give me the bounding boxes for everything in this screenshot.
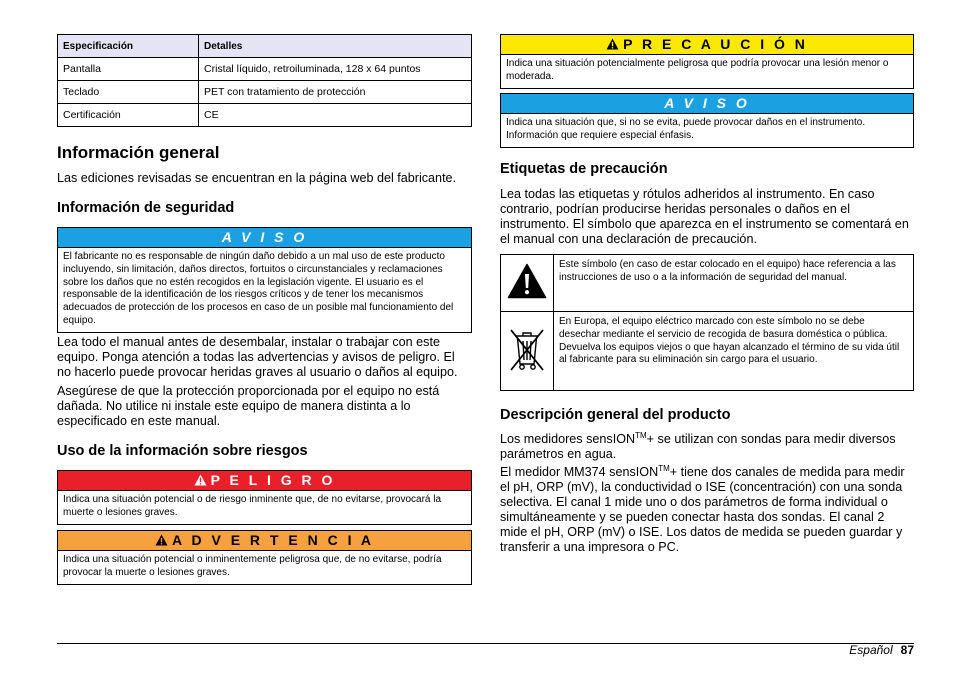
aviso-box-right [500,93,914,148]
safety-info-title: Información de seguridad [57,200,235,216]
table-row [58,58,472,81]
symbol-table [500,254,914,391]
table-row [58,104,472,127]
page-number: 87 [900,643,914,657]
warning-triangle-icon [155,534,168,546]
aviso-text: El fabricante no es responsable de ningún daño debido a un mal uso de este producto incluyendo, sin limitación, daños directos, fortuitos o circunstanciales y reclamaciones sobre los daños que no estén recogidos en la legislación vigente. El usuario es el responsable de la identificación de los riesgos críticos y de tener los mecanismos adecuados de protección de los procesos en caso de un posible mal funcionamiento del equipo. [63,251,454,326]
spec-header-col2: Detalles [199,35,472,58]
symbol-text: Este símbolo (en caso de estar colocado en el equipo) hace referencia a las instrucciones de uso o a la información de seguridad del manual. [554,255,914,312]
table-cell: Cristal líquido, retroiluminada, 128 x 64 puntos [199,58,472,81]
trademark-sup: TM [658,463,670,473]
footer-language: Español [849,643,893,657]
crossed-bin-icon [507,324,547,374]
advertencia-header [58,531,471,551]
advertencia-box [57,530,472,585]
caution-labels-text: Lea todas las etiquetas y rótulos adheridos al instrumento. En caso contrario, podrían producirse heridas personales o daños en el instrumento. El símbolo que aparezca en el instrumento se comentará en el manual con una declaración de precaución. [500,187,909,246]
trademark-sup: TM [635,430,647,440]
product-overview-paragraph-2 [500,465,914,555]
overview-text: Los medidores sensION [500,432,636,446]
precaucion-box [500,34,914,89]
spec-table-header [58,35,472,58]
advertencia-text: Indica una situación potencial o inminentemente peligrosa que, de no evitarse, podría provocar la muerte o lesiones graves. [63,554,442,578]
peligro-header [58,471,471,491]
safety-paragraph-1: Lea todo el manual antes de desembalar, instalar o trabajar con este equipo. Ponga atención a todas las advertencias y avisos de peligro. El no hacerlo puede provocar heridas graves al usuario o daños al equipo. [57,335,458,379]
general-info-title: Información general [57,143,220,162]
table-cell: Teclado [58,81,199,104]
symbol-icon-cell [501,255,554,312]
overview-text: + tiene dos canales de medida para medir el pH, ORP (mV), la conductividad o ISE (concentración) con una sonda selectiva. El canal 1 mide uno o dos parámetros de forma individual o simultáneamente y se pueden conectar hasta dos sondas. El canal 2 mide el pH, ORP (mV) o ISE. Los datos de medida se pueden guardar y transferir a una impresora o PC. [500,465,905,554]
aviso-box-left [57,227,472,333]
warning-triangle-icon [507,263,547,299]
precaucion-text: Indica una situación potencialmente peligrosa que podría provocar una lesión menor o moderada. [506,58,889,82]
table-cell: CE [199,104,472,127]
symbol-text: En Europa, el equipo eléctrico marcado con este símbolo no se debe desechar mediante el servicio de recogida de basura doméstica o pública. Devuelva los equipos viejos o que hayan alcanzado el término de su vida útil al fabricante para su eliminación sin cargo para el usuario. [554,312,914,391]
spec-header-col1: Especificación [58,35,199,58]
aviso-header: A V I S O [58,228,471,248]
product-overview-title: Descripción general del producto [500,407,731,423]
footer-divider [57,643,914,644]
symbol-icon-cell [501,312,554,391]
precaucion-header [501,35,913,55]
hazard-info-title: Uso de la información sobre riesgos [57,443,308,459]
warning-triangle-icon [194,474,207,486]
spec-table [57,34,472,127]
table-cell: Certificación [58,104,199,127]
safety-paragraph-2: Asegúrese de que la protección proporcionada por el equipo no está dañada. No utilice ni instale este equipo de manera distinta a lo especificado en este manual. [57,384,440,428]
table-row [58,81,472,104]
page-footer [849,643,914,657]
aviso-header: A V I S O [501,94,913,114]
advertencia-label: A D V E R T E N C I A [172,532,374,548]
general-info-text: Las ediciones revisadas se encuentran en la página web del fabricante. [57,171,457,185]
table-row [501,312,914,391]
table-cell: Pantalla [58,58,199,81]
peligro-text: Indica una situación potencial o de riesgo inminente que, de no evitarse, provocará la muerte o lesiones graves. [63,494,442,518]
peligro-box [57,470,472,525]
overview-text: + se utilizan con sondas para medir diversos parámetros en agua. [500,432,896,461]
aviso-text: Indica una situación que, si no se evita, puede provocar daños en el instrumento. Información que requiere especial énfasis. [506,117,866,141]
table-row [501,255,914,312]
warning-triangle-icon [606,38,619,50]
precaucion-label: P R E C A U C I Ó N [623,36,808,52]
product-overview-paragraph-1 [500,432,914,462]
overview-text: El medidor MM374 sensION [500,465,659,479]
caution-labels-title: Etiquetas de precaución [500,161,668,177]
table-cell: PET con tratamiento de protección [199,81,472,104]
peligro-label: P E L I G R O [210,472,336,488]
